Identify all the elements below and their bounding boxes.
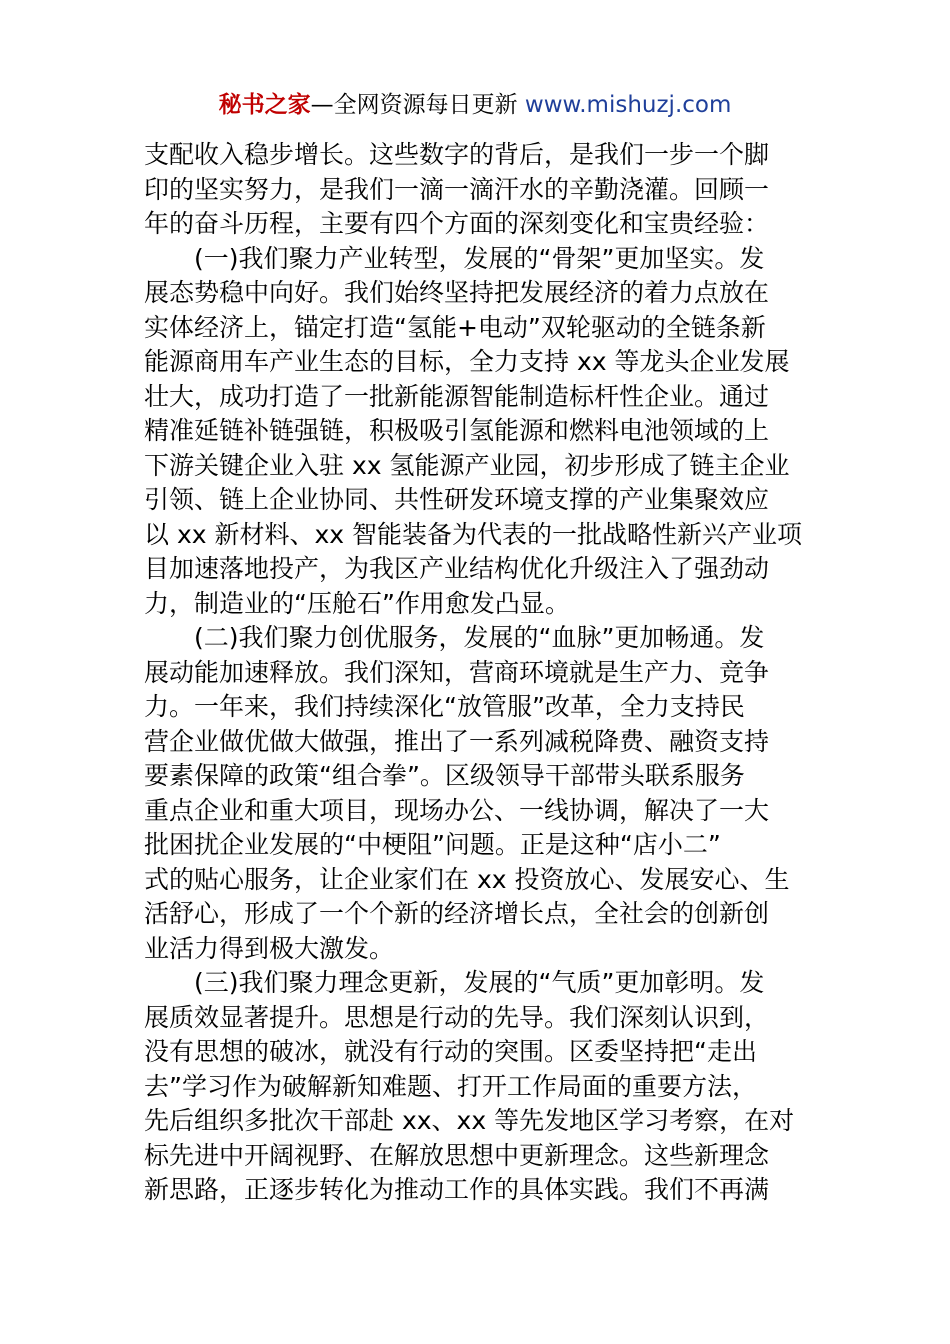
text-line: 支配收入稳步增长。这些数字的背后，是我们一步一个脚: [144, 140, 770, 169]
text-line: 业活力得到极大激发。: [144, 933, 395, 963]
text-line: 先后组织多批次干部赴 xx、xx 等先发地区学习考察，在对: [144, 1106, 795, 1135]
paragraph-1-start: (一)我们聚力产业转型，发展的“骨架”更加坚实。发: [194, 243, 765, 273]
text-line: 精准延链补链强链，积极吸引氢能源和燃料电池领域的上: [144, 416, 770, 445]
document-body: [144, 138, 814, 1208]
text-line: 力，制造业的“压舱石”作用愈发凸显。: [144, 588, 570, 618]
site-url-link[interactable]: www.mishuzj.com: [524, 92, 732, 118]
paragraph-2-start: (二)我们聚力创优服务，发展的“血脉”更加畅通。发: [194, 623, 765, 652]
text-line: 展态势稳中向好。我们始终坚持把发展经济的着力点放在: [144, 278, 770, 307]
text-line: 营企业做优做大做强，推出了一系列减税降费、融资支持: [144, 726, 770, 756]
text-line: 年的奋斗历程，主要有四个方面的深刻变化和宝贵经验：: [144, 209, 770, 238]
text-line: 标先进中开阔视野、在解放思想中更新理念。这些新理念: [144, 1140, 770, 1170]
text-line: 实体经济上，锚定打造“氢能+电动”双轮驱动的全链条新: [144, 312, 766, 342]
text-line: 壮大，成功打造了一批新能源智能制造标杆性企业。通过: [144, 381, 770, 411]
text-line: 式的贴心服务，让企业家们在 xx 投资放心、发展安心、生: [144, 864, 790, 894]
text-line: 没有思想的破冰，就没有行动的突围。区委坚持把“走出: [144, 1037, 757, 1066]
text-line: 重点企业和重大项目，现场办公、一线协调，解决了一大: [144, 795, 770, 825]
text-line: 要素保障的政策“组合拳”。区级领导干部带头联系服务: [144, 761, 745, 790]
text-line: 展质效显著提升。思想是行动的先导。我们深刻认识到，: [144, 1002, 770, 1032]
text-line: 活舒心，形成了一个个新的经济增长点，全社会的创新创: [144, 899, 770, 928]
text-line: 引领、链上企业协同、共性研发环境支撑的产业集聚效应: [144, 485, 770, 514]
text-line: 印的坚实努力，是我们一滴一滴汗水的辛勤浇灌。回顾一: [144, 174, 770, 204]
brand-name: 秘书之家: [218, 92, 311, 118]
text-line: 展动能加速释放。我们深知，营商环境就是生产力、竞争: [144, 657, 770, 687]
page-header: [0, 88, 950, 122]
paragraph-3-start: (三)我们聚力理念更新，发展的“气质”更加彰明。发: [194, 968, 765, 997]
text-line: 下游关键企业入驻 xx 氢能源产业园，初步形成了链主企业: [144, 450, 790, 480]
text-line: 去”学习作为破解新知难题、打开工作局面的重要方法，: [144, 1071, 757, 1101]
text-line: 力。一年来，我们持续深化“放管服”改革，全力支持民: [144, 692, 745, 721]
text-line: 能源商用车产业生态的目标，全力支持 xx 等龙头企业发展: [144, 347, 790, 376]
text-line: 目加速落地投产，为我区产业结构优化升级注入了强劲动: [144, 554, 770, 583]
text-line: 以 xx 新材料、xx 智能装备为代表的一批战略性新兴产业项: [144, 519, 803, 549]
text-line: 批困扰企业发展的“中梗阻”问题。正是这种“店小二”: [144, 830, 721, 859]
header-tagline: —全网资源每日更新: [310, 92, 525, 118]
text-line: 新思路，正逐步转化为推动工作的具体实践。我们不再满: [144, 1175, 770, 1204]
